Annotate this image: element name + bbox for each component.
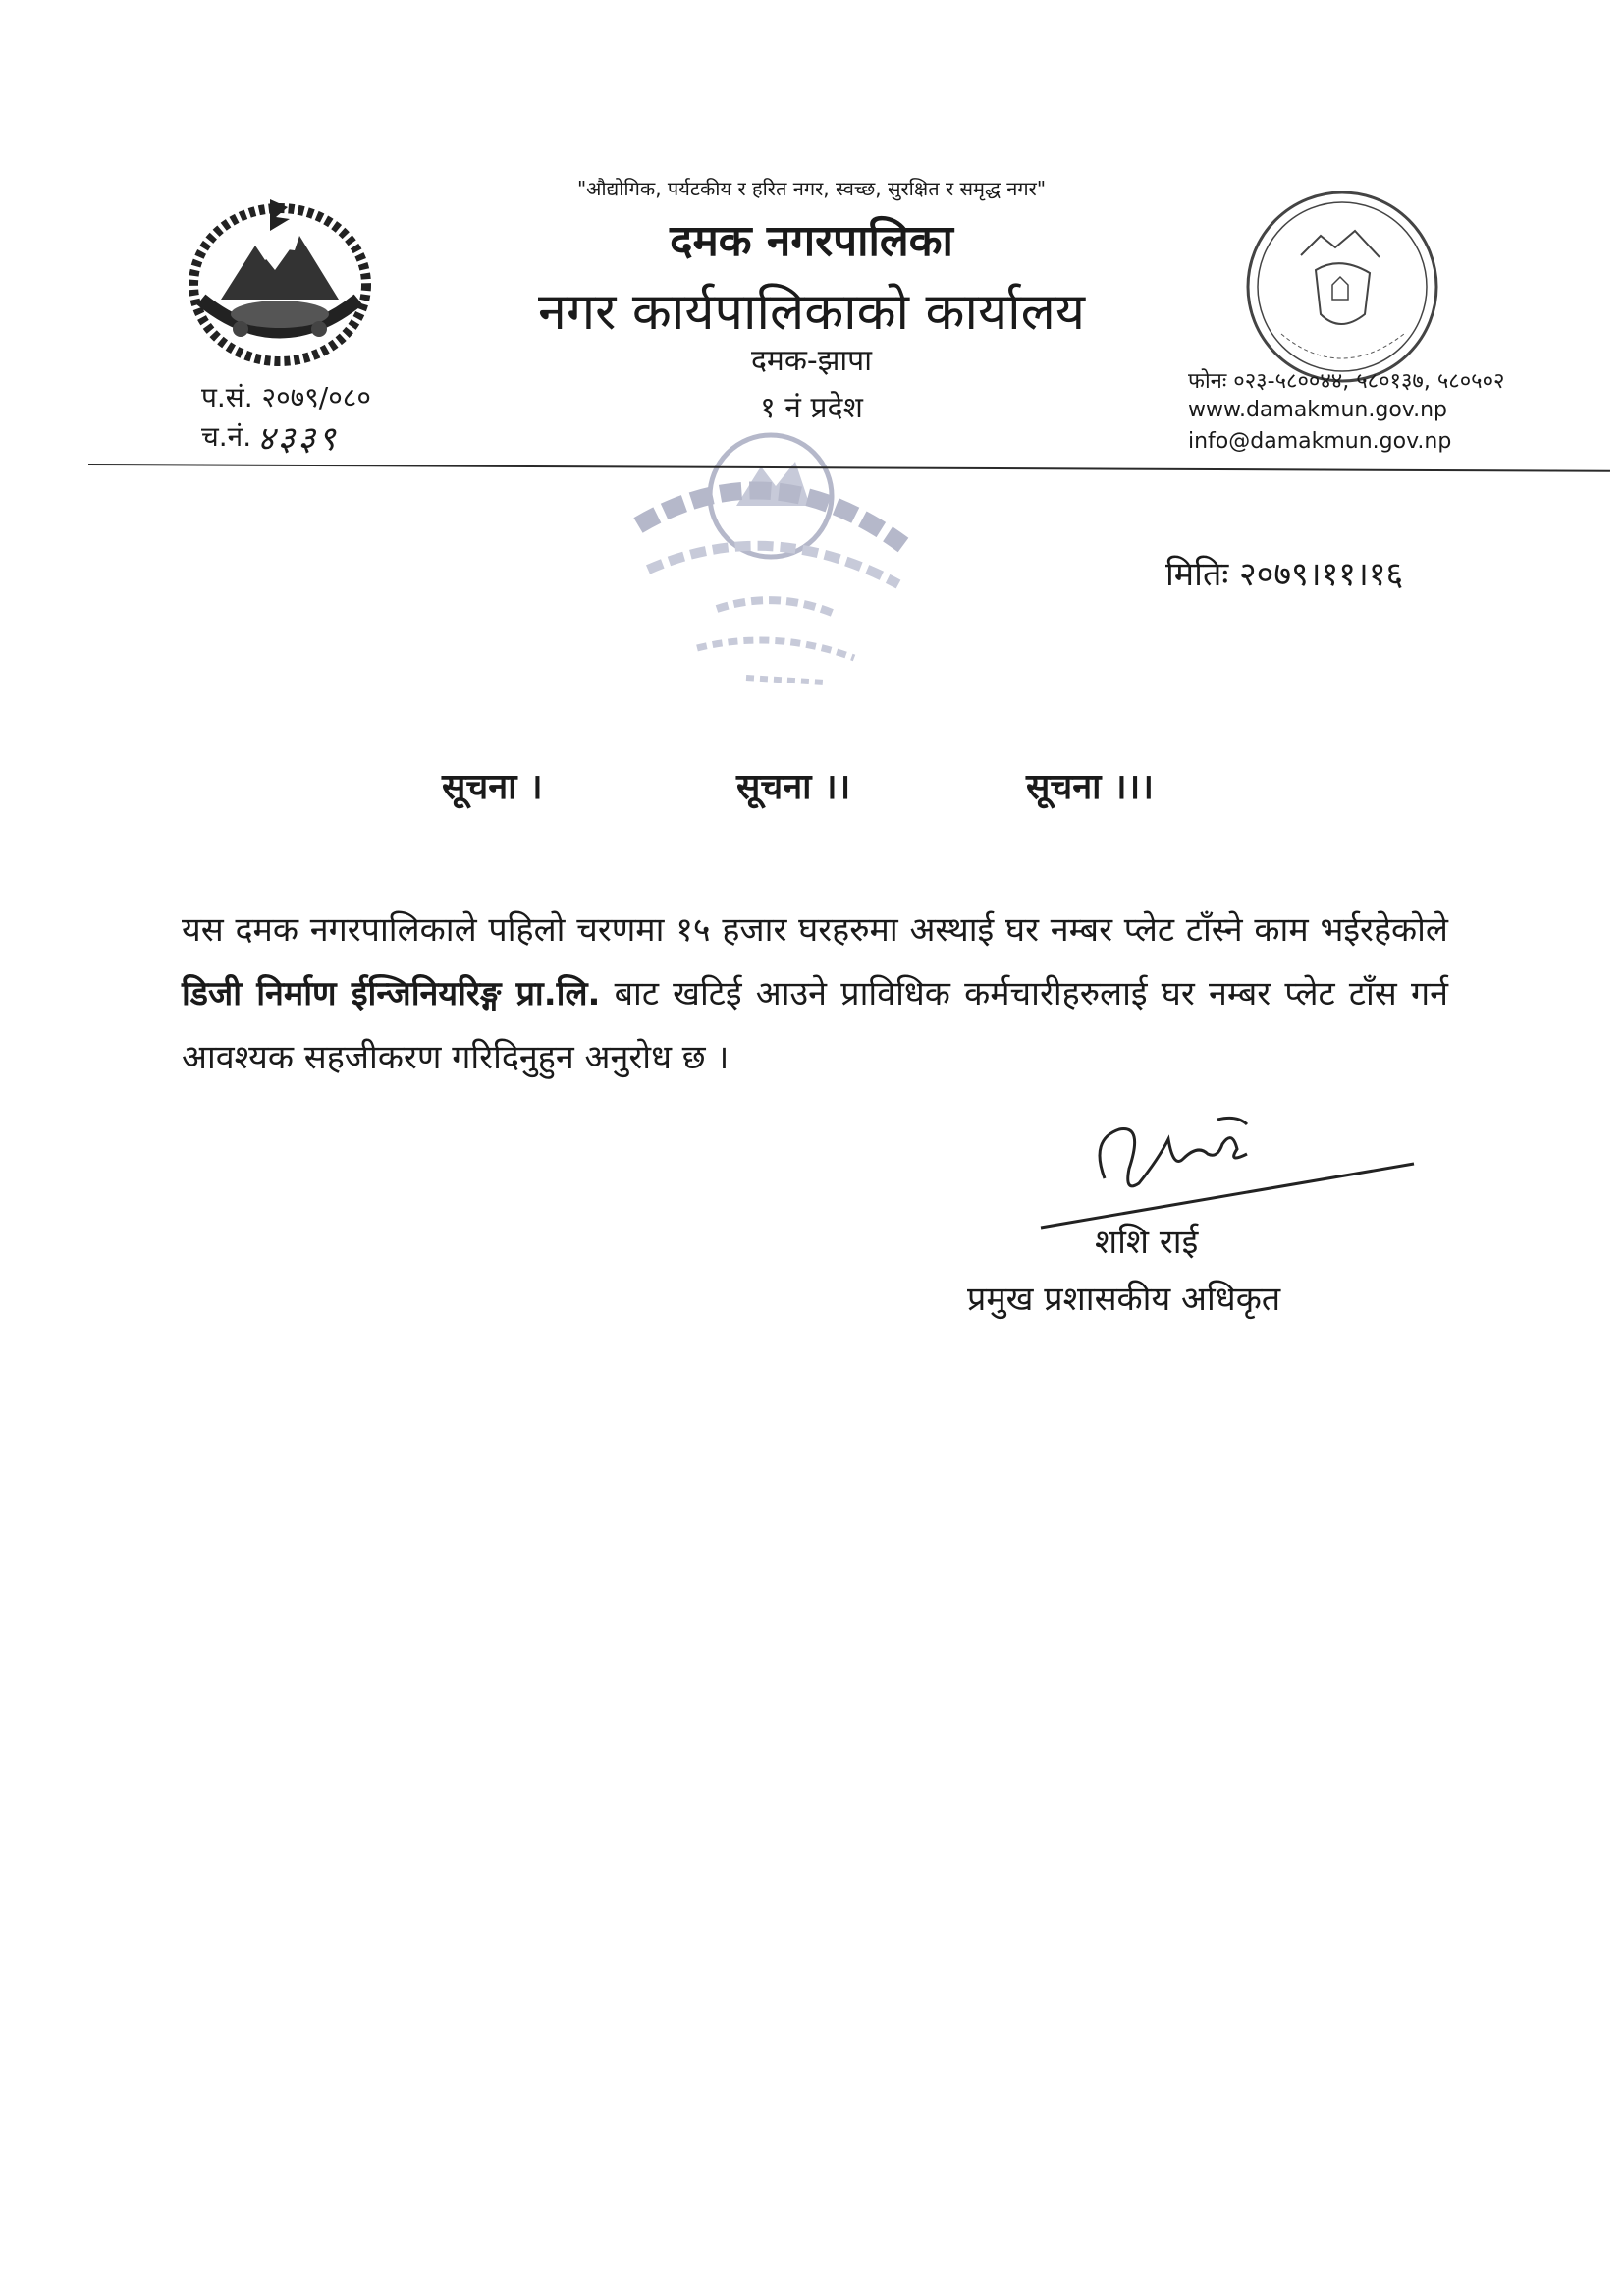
contact-website: www.damakmun.gov.np bbox=[1188, 398, 1447, 422]
signatory-name: शशि राई bbox=[1095, 1223, 1199, 1262]
date: मितिः २०७९।११।१६ bbox=[1165, 555, 1404, 594]
notice-body bbox=[182, 899, 1448, 1090]
notice-heading-1: सूचना । bbox=[442, 767, 543, 807]
company-name: डिजी निर्माण ईन्जिनियरिङ्ग प्रा.लि. bbox=[182, 974, 601, 1013]
signature-image bbox=[1011, 1100, 1434, 1237]
contact-email: info@damakmun.gov.np bbox=[1188, 429, 1452, 454]
reference-number: प.सं. २०७९/०८० bbox=[201, 381, 371, 413]
org-name: दमक नगरपालिका bbox=[670, 216, 953, 266]
signatory-designation: प्रमुख प्रशासकीय अधिकृत bbox=[967, 1280, 1281, 1319]
notice-heading-2: सूचना ।। bbox=[736, 767, 851, 807]
contact-phone: फोनः ०२३-५८००४४, ५८०१३७, ५८०५०२ bbox=[1188, 369, 1505, 394]
slogan: "औद्योगिक, पर्यटकीय र हरित नगर, स्वच्छ, सुरक्षित र समृद्ध नगर" bbox=[576, 177, 1047, 200]
chalani-number: ४३३९ bbox=[257, 419, 339, 459]
notice-heading-3: सूचना ।।। bbox=[1026, 767, 1154, 807]
body-text-after: बाट खटिई आउने प्राविधिक कर्मचारीहरुलाई घर नम्बर प्लेट टाँस गर्न आवश्यक सहजीकरण गरिदिनुहुन अनुरोध छ । bbox=[182, 974, 1448, 1077]
location: दमक-झापा bbox=[751, 344, 872, 378]
body-text-before: यस दमक नगरपालिकाले पहिलो चरणमा १५ हजार घरहरुमा अस्थाई घर नम्बर प्लेट टाँस्ने काम भईरहेकोले bbox=[182, 910, 1448, 950]
office-name: नगर कार्यपालिकाको कार्यालय bbox=[537, 283, 1085, 342]
province: १ नं प्रदेश bbox=[760, 391, 863, 425]
chalani-label: च.नं. bbox=[201, 420, 252, 453]
office-stamp-logo bbox=[628, 388, 913, 692]
